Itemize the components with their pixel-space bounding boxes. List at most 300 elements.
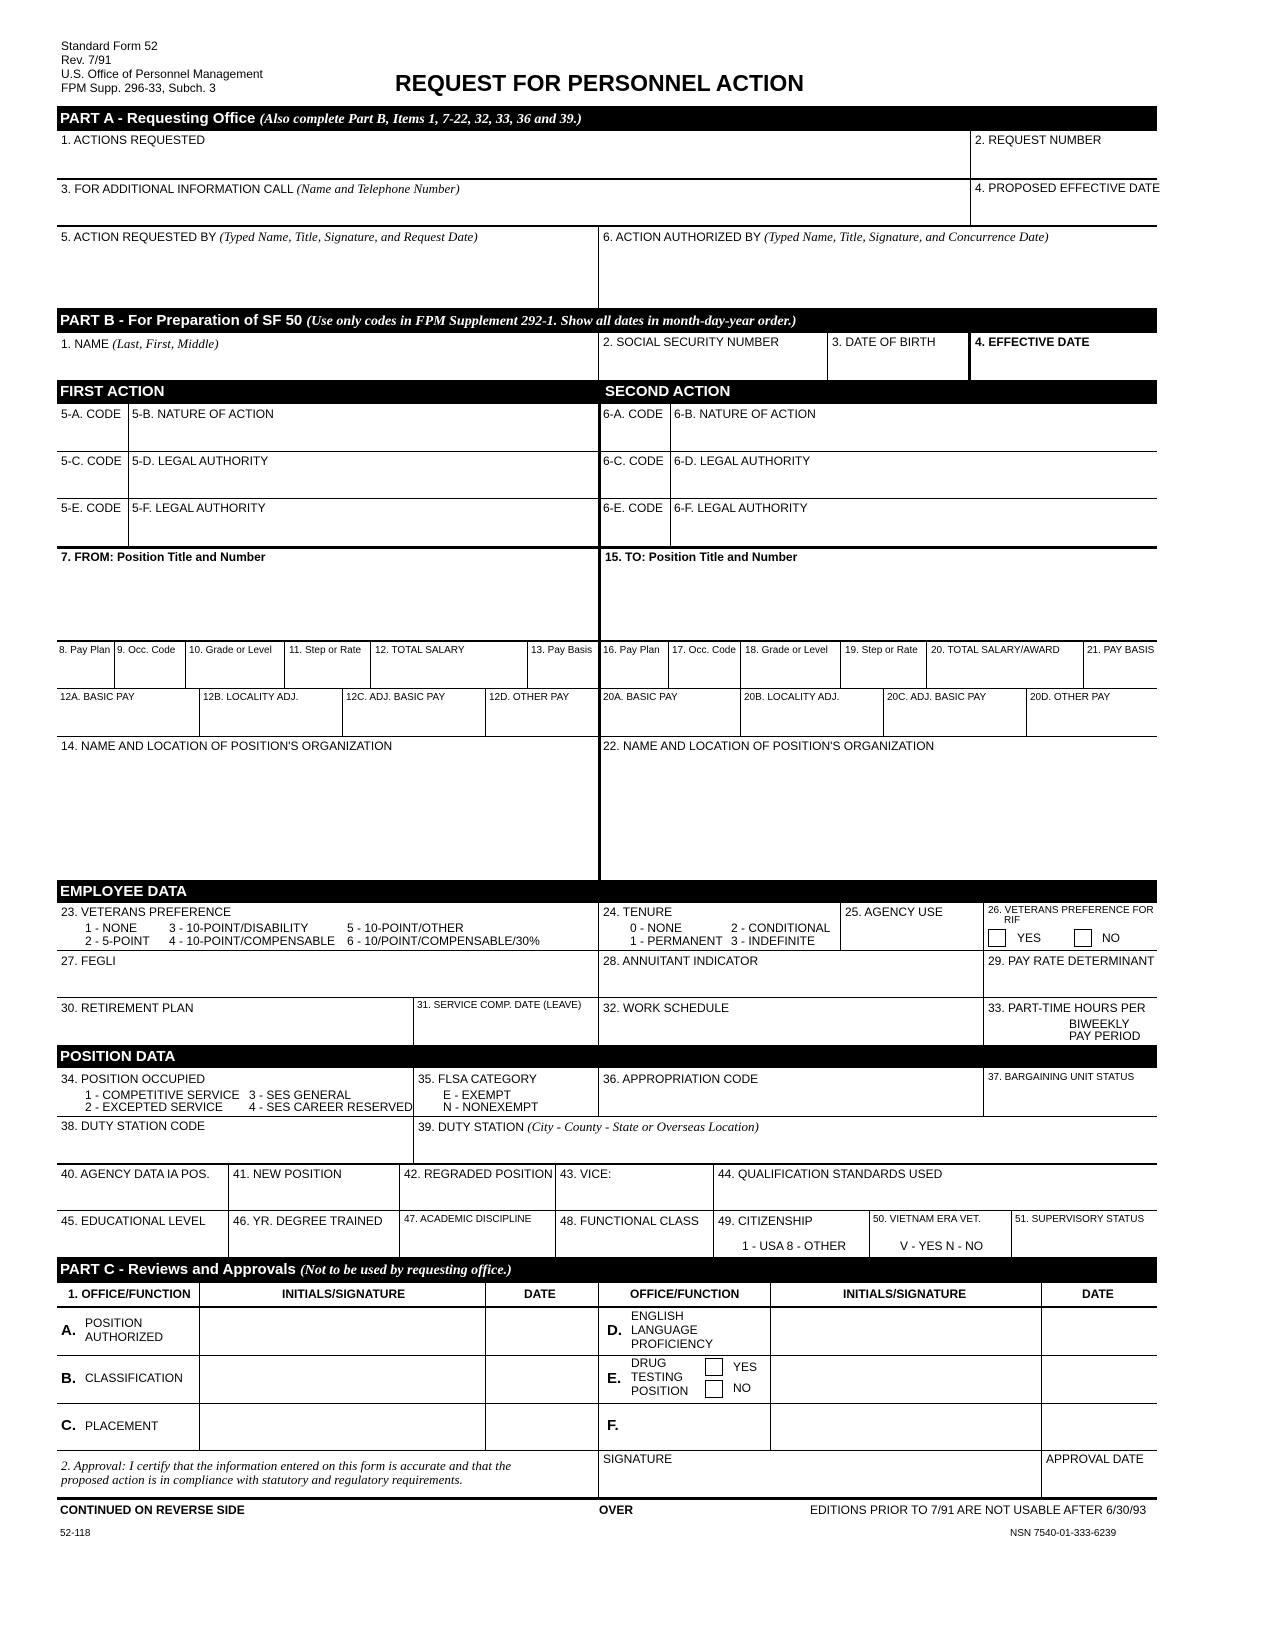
rule-line [57,1116,1157,1117]
partC-f-label [607,1419,619,1432]
position-f45-label [61,1215,206,1228]
label-text: 19. Step or Rate [845,645,918,656]
partC-e3-label [631,1385,688,1398]
partC-d2-label [631,1324,698,1337]
footer-editions-label [810,1504,1146,1517]
rule-line [983,1068,984,1116]
label-text: 11. Step or Rate [289,645,362,656]
label-text: 37. BARGAINING UNIT STATUS [988,1072,1135,1083]
position-f51-label [1015,1214,1144,1225]
header-supp-label [61,82,216,95]
partC-d3-label [631,1338,713,1351]
rule-line [968,333,971,380]
employee-f23-label [61,906,231,919]
label-text: 3 - SES GENERAL [249,1088,352,1102]
employee-yes-label [1017,932,1041,945]
partB-f12c-label [346,692,445,703]
field-6c[interactable] [600,469,668,497]
partB-f5a-label [61,408,121,421]
footer-over-label [599,1504,633,1517]
label-text: AUTHORIZED [85,1330,163,1344]
partB-f1-label [61,337,219,351]
drug-testing-yes-checkbox[interactable] [705,1358,723,1376]
partC-c1-label [85,1420,158,1433]
label-text: 6-C. CODE [603,454,664,468]
label-text: 1. ACTIONS REQUESTED [61,133,206,147]
partB-f5e-label [61,502,121,515]
label-text: 6 - 10/POINT/COMPENSABLE/30% [347,934,540,948]
label-text: Standard Form 52 [61,39,158,53]
rule-line [770,1283,771,1450]
partC-d1-label [631,1310,684,1323]
label-text: RIF [1004,915,1021,926]
label-text: 5-B. NATURE OF ACTION [132,407,274,421]
position-f35-label [418,1073,537,1086]
rule-line [128,404,129,546]
label-text: CONTINUED ON REVERSE SIDE [60,1503,245,1517]
position-bar-label [60,1048,175,1066]
label-text: PART B - For Preparation of SF 50 [60,311,303,329]
partC-e2-label [631,1371,683,1384]
position-f35b-label [443,1101,538,1114]
position-f36-label [603,1073,758,1086]
partA-f2-label [975,134,1101,147]
position-f34b-label [85,1101,223,1114]
partC-approval1-label [61,1459,511,1472]
proposed-effective-date-field[interactable] [972,198,1157,225]
label-text: 18. Grade or Level [745,645,828,656]
field-6e[interactable] [600,516,668,544]
rule-line [413,997,414,1045]
partB-f7-label [61,551,265,564]
partC-c-label [61,1419,76,1432]
label-text: BIWEEKLY [1069,1017,1130,1031]
rule-line [983,903,984,1045]
position-f46-label [233,1215,383,1228]
label-text: 5-A. CODE [61,407,122,421]
partC-approval2-label [61,1473,463,1486]
label-text: 33. PART-TIME HOURS PER [988,1001,1146,1015]
partB-second-label [605,383,730,401]
partB-f3-label [832,336,936,349]
partB-f6d-label [674,455,810,468]
partC-a-label [61,1324,76,1337]
label-text: 20. TOTAL SALARY/AWARD [931,645,1060,656]
label-text: INITIALS/SIGNATURE [282,1287,406,1301]
partA-f6-label [603,230,1049,244]
field-5f[interactable] [130,516,596,544]
ssn-field[interactable] [600,352,826,380]
label-text: 47. ACADEMIC DISCIPLINE [404,1214,532,1225]
label-text: 24. TENURE [603,905,673,919]
rule-line [598,333,599,380]
partA-f4-label [975,182,1160,195]
label-text: 4 - SES CAREER RESERVED [249,1100,413,1114]
label-text: PART C - Reviews and Approvals [60,1261,296,1278]
partB-f18-label [745,645,828,656]
label-text: 10. Grade or Level [189,645,272,656]
label-text: 5-F. LEGAL AUTHORITY [132,501,266,515]
field-5c[interactable] [57,469,127,497]
label-text: 3 - 10-POINT/DISABILITY [169,921,309,935]
rule-line [57,1403,1157,1404]
rule-line [598,903,599,1045]
rule-line [598,225,599,308]
label-text: 1 - USA 8 - OTHER [742,1239,847,1253]
label-note: (Use only codes in FPM Supplement 292-1. Show all dates in month-day-year order.) [306,313,797,329]
label-text: 4. EFFECTIVE DATE [975,335,1090,349]
label-text: EDITIONS PRIOR TO 7/91 ARE NOT USABLE AFTER 6/30/93 [810,1503,1147,1517]
partB-f12a-label [60,692,135,703]
actions-requested-field[interactable] [57,148,967,178]
label-text: APPROVAL DATE [1046,1452,1144,1466]
partB-f6f-label [674,502,808,515]
field-5e[interactable] [57,516,127,544]
label-text: 6-E. CODE [603,501,664,515]
rule-line [57,1355,1157,1356]
label-text: 45. EDUCATIONAL LEVEL [61,1214,206,1228]
label-text: 20A. BASIC PAY [603,692,678,703]
rule-line [342,688,343,736]
label-text: 29. PAY RATE DETERMINANT [988,954,1155,968]
partB-f5c-label [61,455,122,468]
label-text: 34. POSITION OCCUPIED [61,1072,206,1086]
label-text: 21. PAY BASIS [1087,645,1155,656]
header-rev-label [61,54,111,67]
info-call-field[interactable] [57,198,967,225]
org-from-field[interactable] [57,756,597,880]
rule-line [1083,640,1084,688]
label-text: 5-D. LEGAL AUTHORITY [132,454,269,468]
partC-h6-label [1082,1288,1114,1301]
position-f47-label [404,1214,531,1225]
employee-f32-label [603,1002,729,1015]
label-text: 12A. BASIC PAY [60,692,135,703]
rule-line [57,1163,1157,1165]
label-text: V - YES N - NO [900,1239,984,1253]
label-text: FPM Supp. 296-33, Subch. 3 [61,81,216,95]
from-position-field[interactable] [57,568,597,640]
label-text: NO [1102,931,1120,945]
label-text: DRUG [631,1356,667,1370]
partC-b1-label [85,1372,183,1385]
partB-f2-label [603,336,779,349]
label-text: 1 - NONE [85,921,138,935]
rule-line [670,404,671,546]
label-text: DATE [524,1287,556,1301]
label-text: PART A - Requesting Office [60,109,256,127]
label-text: 43. VICE: [560,1167,612,1181]
partC-h5-label [843,1288,966,1301]
position-f50-label [873,1214,981,1225]
field-5b[interactable] [130,422,596,450]
partB-first-label [60,383,164,401]
veterans-rif-no-checkbox[interactable] [1074,929,1092,947]
label-text: 6-B. NATURE OF ACTION [674,407,816,421]
rule-line [57,736,1157,737]
label-text: 20D. OTHER PAY [1030,692,1111,703]
field-6f[interactable] [672,516,1157,544]
partB-f4-label [975,336,1089,349]
position-f49-label [718,1215,813,1228]
partC-approval_date-label [1046,1453,1144,1466]
position-f43-label [560,1168,611,1181]
position-f34d-label [249,1101,413,1114]
partB-f10-label [189,645,272,656]
rule-line [57,546,1157,549]
rule-line [114,640,115,688]
partC-d-label [607,1324,622,1337]
partB-f16-label [603,645,660,656]
label-text: YES [1017,931,1042,945]
label-text: Rev. 7/91 [61,53,112,67]
action-authorized-by-field[interactable] [600,248,1157,308]
partC-b-label [61,1372,76,1385]
rule-line [199,1283,200,1450]
label-text: 3. FOR ADDITIONAL INFORMATION CALL [61,182,294,196]
label-text: 22. NAME AND LOCATION OF POSITION'S ORGANIZATION [603,739,935,753]
rule-line [57,950,1157,951]
rule-line [57,451,1157,452]
name-field[interactable] [57,352,597,380]
label-text: PLACEMENT [85,1419,159,1433]
employee-f30-label [61,1002,193,1015]
partB-f5b-label [132,408,274,421]
effective-date-field[interactable] [972,352,1157,380]
label-text: 41. NEW POSITION [233,1167,342,1181]
label-text: 12D. OTHER PAY [489,692,570,703]
partB-f20a-label [603,692,678,703]
position-f49a-label [742,1240,846,1253]
label-text: ENGLISH [631,1309,684,1323]
header-agency-label [61,68,263,81]
rule-line [1011,1210,1012,1257]
label-text: 13. Pay Basis [531,645,593,656]
label-text: 5. ACTION REQUESTED BY [61,230,217,244]
label-text: 26. VETERANS PREFERENCE FOR [988,905,1154,916]
label-text: 40. AGENCY DATA IA POS. [61,1167,210,1181]
label-text: 23. VETERANS PREFERENCE [61,905,232,919]
label-text: 2 - CONDITIONAL [731,921,831,935]
rule-line [57,178,1157,180]
label-text: EMPLOYEE DATA [60,882,187,900]
label-text: B. [61,1370,76,1387]
label-text: 27. FEGLI [61,954,116,968]
employee-f27-label [61,955,116,968]
rule-line [485,1283,486,1450]
section-bar [57,1045,1157,1068]
drug-testing-no-checkbox[interactable] [705,1380,723,1398]
rule-line [284,640,285,688]
label-text: PROFICIENCY [631,1337,714,1351]
label-text: 28. ANNUITANT INDICATOR [603,954,759,968]
label-text: POSITION DATA [60,1047,176,1065]
partC-h2-label [282,1288,405,1301]
label-text: FIRST ACTION [60,383,165,400]
partA-bar-label [60,110,582,129]
rule-line [598,1068,599,1116]
rule-line [57,1450,1157,1451]
label-text: 1 - COMPETITIVE SERVICE [85,1088,240,1102]
rule-line [926,640,927,688]
employee-f33c-label [1069,1030,1140,1043]
label-text: POSITION [85,1316,143,1330]
rule-line [883,688,884,736]
partC-h3-label [524,1288,556,1301]
rule-line [1041,1283,1042,1497]
veterans-rif-yes-checkbox[interactable] [988,929,1006,947]
partC-signature-label [603,1453,672,1466]
label-text: 2. SOCIAL SECURITY NUMBER [603,335,780,349]
label-text: 3 - INDEFINITE [731,934,816,948]
field-5d[interactable] [130,469,596,497]
request-number-field[interactable] [972,148,1157,178]
employee-f24b-label [630,935,723,948]
position-f41-label [233,1168,342,1181]
label-text: DATE [1082,1287,1114,1301]
partC-e-label [607,1372,621,1385]
label-text: 5-E. CODE [61,501,122,515]
label-text: 32. WORK SCHEDULE [603,1001,730,1015]
label-text: NO [733,1381,751,1395]
label-text: 38. DUTY STATION CODE [61,1119,206,1133]
field-6d[interactable] [672,469,1157,497]
label-text: 12C. ADJ. BASIC PAY [346,692,446,703]
field-6b[interactable] [672,422,1157,450]
label-text: 0 - NONE [630,921,683,935]
label-text: 12. TOTAL SALARY [375,645,465,656]
employee-f23d-label [169,935,335,948]
rule-line [740,688,741,736]
footer-continued-label [60,1504,245,1517]
position-f40-label [61,1168,210,1181]
label-text: 4 - 10-POINT/COMPENSABLE [169,934,336,948]
label-text: 15. TO: Position Title and Number [605,550,798,564]
label-text: 35. FLSA CATEGORY [418,1072,537,1086]
partC-h1-label [68,1288,191,1301]
label-text: YES [733,1360,758,1374]
field-6a[interactable] [600,422,668,450]
label-text: 30. RETIREMENT PLAN [61,1001,194,1015]
label-text: 2. Approval: I certify that the information entered on this form is accurate and that the [61,1458,512,1473]
label-text: F. [607,1417,619,1434]
rule-line [740,640,741,688]
position-f37-label [988,1072,1134,1083]
header-form-label [61,40,158,53]
employee-f23b-label [85,935,150,948]
rule-line [57,1306,1157,1308]
field-5a[interactable] [57,422,127,450]
partC-a1-label [85,1317,142,1330]
employee-f25-label [845,906,943,919]
label-text: 49. CITIZENSHIP [718,1214,813,1228]
label-text: 7. FROM: Position Title and Number [61,550,266,564]
label-text: 39. DUTY STATION [418,1120,525,1134]
partB-bar-label [60,312,796,331]
rule-line [869,1210,870,1257]
label-text: INITIALS/SIGNATURE [843,1287,967,1301]
rule-line [370,640,371,688]
partB-f11-label [289,645,361,656]
label-note: (Also complete Part B, Items 1, 7-22, 32, 33, 36 and 39.) [259,111,582,127]
label-text: 8. Pay Plan [59,645,111,656]
label-text: 36. APPROPRIATION CODE [603,1072,759,1086]
label-text: TESTING [631,1370,684,1384]
partB-f17-label [672,645,736,656]
label-note: (Typed Name, Title, Signature, and Request Date) [219,229,478,244]
label-text: OVER [599,1503,634,1517]
partB-f5f-label [132,502,266,515]
label-text: 42. REGRADED POSITION [404,1167,553,1181]
to-position-field[interactable] [601,568,1157,640]
label-text: 2 - EXCEPTED SERVICE [85,1100,223,1114]
rule-line [840,903,841,950]
label-text: N - NONEXEMPT [443,1100,539,1114]
partB-f9-label [117,645,175,656]
rule-line [199,688,200,736]
partA-f5-label [61,230,478,244]
dob-field[interactable] [829,352,967,380]
employee-f28-label [603,955,758,968]
label-text: 50. VIETNAM ERA VET. [873,1214,981,1225]
label-text: SECOND ACTION [605,383,731,400]
position-f39-label [418,1120,759,1134]
partC-e1-label [631,1357,666,1370]
label-text: 9. Occ. Code [117,645,176,656]
position-f34-label [61,1073,205,1086]
employee-f24-label [603,906,672,919]
partA-f3-label [61,182,460,196]
partB-f20d-label [1030,692,1110,703]
label-text: LANGUAGE [631,1323,698,1337]
partB-f20-label [931,645,1060,656]
rule-line [840,640,841,688]
rule-line [57,1210,1157,1211]
action-requested-by-field[interactable] [57,248,597,308]
label-text: 46. YR. DEGREE TRAINED [233,1214,383,1228]
label-text: 5 - 10-POINT/OTHER [347,921,464,935]
label-text: 51. SUPERVISORY STATUS [1015,1214,1145,1225]
position-f42-label [404,1168,553,1181]
partB-f6b-label [674,408,816,421]
label-note: (Name and Telephone Number) [296,181,460,196]
footer-code-label [60,1528,90,1539]
partB-f19-label [845,645,918,656]
position-f48-label [560,1215,699,1228]
label-text: POSITION [631,1384,689,1398]
rule-line [57,1497,1157,1500]
partB-f6a-label [603,408,663,421]
label-note: (Last, First, Middle) [112,336,219,351]
partA-f1-label [61,134,205,147]
label-text: OFFICE/FUNCTION [630,1287,740,1301]
label-text: U.S. Office of Personnel Management [61,67,263,81]
org-to-field[interactable] [601,756,1157,880]
label-note: (Typed Name, Title, Signature, and Concurrence Date) [764,229,1049,244]
partB-f8-label [59,645,110,656]
label-text: 3. DATE OF BIRTH [832,335,936,349]
label-text: 6-D. LEGAL AUTHORITY [674,454,811,468]
label-text: E - EXEMPT [443,1088,512,1102]
label-text: 1 - PERMANENT [630,934,723,948]
label-text: 48. FUNCTIONAL CLASS [560,1214,699,1228]
label-text: 6-F. LEGAL AUTHORITY [674,501,808,515]
label-text: 4. PROPOSED EFFECTIVE DATE [975,181,1161,195]
rule-line [485,688,486,736]
label-text: 5-C. CODE [61,454,122,468]
partB-f20b-label [744,692,839,703]
label-text: 52-118 [60,1528,91,1539]
